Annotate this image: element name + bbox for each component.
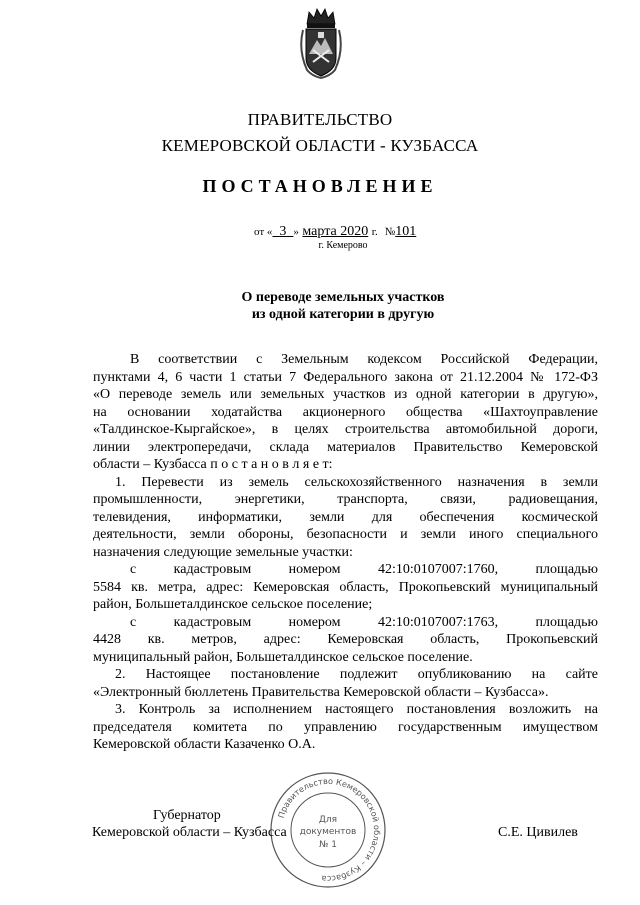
svg-text:№ 1: № 1 bbox=[319, 840, 337, 850]
body-line: «О переводе земель или земельных участков из одной категории в другую», bbox=[93, 387, 598, 402]
body-line: 2. Настоящее постановление подлежит опубликованию на сайте bbox=[115, 667, 598, 682]
organization-name-line1: ПРАВИТЕЛЬСТВО bbox=[247, 110, 393, 129]
date-day: 3 bbox=[279, 224, 287, 239]
signature-title-line1: Губернатор bbox=[153, 808, 221, 823]
body-line: 1. Перевести из земель сельскохозяйственного назначения в земли bbox=[115, 474, 598, 490]
date-number-line bbox=[254, 224, 416, 240]
body-line: Кемеровской области Казаченко О.А. bbox=[93, 737, 316, 752]
subject-line1: О переводе земельных участков bbox=[241, 290, 445, 305]
body-line: 3. Контроль за исполнением настоящего постановления возложить на bbox=[115, 702, 598, 717]
body-line: 4428 кв. метров, адрес: Кемеровская область, Прокопьевский bbox=[93, 632, 598, 647]
body-line: на основании ходатайства акционерного общества «Шахтоуправление bbox=[93, 404, 598, 420]
body-line: муниципальный район, Большеталдинское сельское поселение. bbox=[93, 649, 473, 665]
document-type-title: ПОСТАНОВЛЕНИЕ bbox=[202, 176, 438, 196]
date-prefix: от « bbox=[254, 226, 273, 238]
date-mid: » bbox=[293, 226, 299, 238]
date-suffix: г. bbox=[371, 226, 378, 238]
body-line: район, Большеталдинское сельское поселение; bbox=[93, 597, 373, 612]
subject-line2: из одной категории в другую bbox=[251, 307, 435, 322]
date-month-year: марта 2020 bbox=[302, 224, 369, 239]
svg-text:документов: документов bbox=[299, 827, 357, 837]
body-line: 5584 кв. метра, адрес: Кемеровская область, Прокопьевский муниципальный bbox=[93, 579, 598, 595]
body-line: председателя комитета по управлению государственным имуществом bbox=[93, 719, 598, 735]
body-line: деятельности, земли обороны, безопасности и земли иного специального bbox=[93, 527, 598, 542]
body-line: В соответствии с Земельным кодексом Российской Федерации, bbox=[130, 352, 598, 367]
signature-title-line2: Кемеровской области – Кузбасса bbox=[92, 825, 287, 840]
body-line: с кадастровым номером 42:10:0107007:1763, площадью bbox=[130, 614, 598, 630]
svg-text:Правительство Кемеровской обла: Правительство Кемеровской области – Кузбасса bbox=[275, 775, 383, 885]
document-number: 101 bbox=[395, 224, 417, 239]
body-line: телевидения, информатики, земли для обеспечения космической bbox=[93, 509, 598, 525]
document-body bbox=[93, 351, 598, 754]
number-label: № bbox=[384, 226, 396, 238]
svg-text:Для: Для bbox=[318, 815, 338, 825]
organization-name-line2: КЕМЕРОВСКОЙ ОБЛАСТИ - КУЗБАССА bbox=[161, 136, 479, 155]
body-line: пунктами 4, 6 части 1 статьи 7 Федерального закона от 21.12.2004 № 172-ФЗ bbox=[93, 369, 598, 385]
body-line: с кадастровым номером 42:10:0107007:1760, площадью bbox=[130, 562, 598, 577]
body-line: «Электронный бюллетень Правительства Кемеровской области – Кузбасса». bbox=[93, 684, 549, 700]
body-line: области – Кузбасса п о с т а н о в л я е т: bbox=[93, 457, 333, 472]
body-line: промышленности, энергетики, транспорта, связи, радиовещания, bbox=[93, 492, 598, 507]
body-line: назначения следующие земельные участки: bbox=[93, 544, 353, 560]
body-line: линии электропередачи, склада материалов Правительство Кемеровской bbox=[93, 439, 598, 455]
coat-of-arms-emblem bbox=[297, 6, 345, 82]
signatory-name: С.Е. Цивилев bbox=[498, 825, 578, 840]
body-line: «Талдинское-Кыргайское», в целях строительства автомобильной дороги, bbox=[93, 422, 598, 437]
city-label: г. Кемерово bbox=[318, 240, 368, 251]
